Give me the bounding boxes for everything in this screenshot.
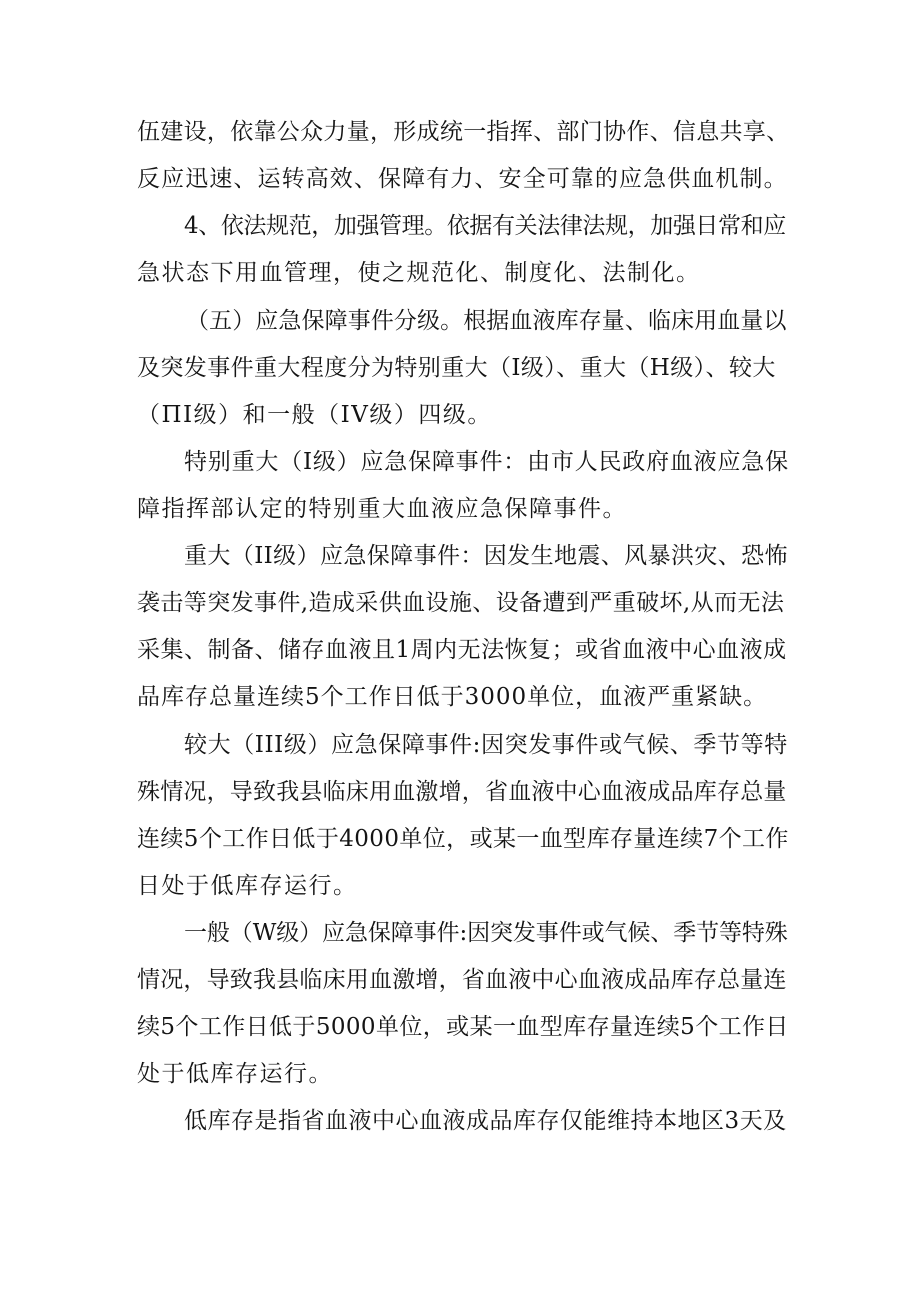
text-line — [0, 211, 920, 241]
text-line — [0, 588, 920, 618]
line-text: 障指挥部认定的特别重大血液应急保障事件。 — [137, 496, 627, 522]
line-text: 急状态下用血管理，使之规范化、制度化、法制化。 — [137, 260, 701, 286]
line-text: 处于低库存运行。 — [137, 1061, 333, 1087]
line-text: 较大（III级）应急保障事件:因突发事件或气候、季节等特 — [184, 732, 788, 758]
line-text: 采集、制备、储存血液且1周内无法恢复；或省血液中心血液成 — [137, 637, 787, 663]
line-text: 4、依法规范，加强管理。依据有关法律法规，加强日常和应 — [184, 213, 786, 239]
line-text: 续5个工作日低于5000单位，或某一血型库存量连续5个工作日 — [137, 1014, 789, 1040]
text-line — [0, 635, 920, 665]
line-text: 反应迅速、运转高效、保障有力、安全可靠的应急供血机制。 — [137, 166, 788, 192]
line-text: 品库存总量连续5个工作日低于3000单位，血液严重紧缺。 — [137, 684, 768, 710]
text-line — [0, 1106, 920, 1136]
line-text: 日处于低库存运行。 — [137, 873, 358, 899]
line-text: 低库存是指省血液中心血液成品库存仅能维持本地区3天及 — [184, 1108, 787, 1134]
text-line — [0, 117, 920, 147]
line-text: 情况，导致我县临床用血激增，省血液中心血液成品库存总量连 — [137, 967, 787, 993]
text-line — [0, 258, 920, 288]
text-line — [0, 306, 920, 336]
text-line — [0, 400, 920, 430]
text-line — [0, 1059, 920, 1089]
text-line — [0, 494, 920, 524]
text-line — [0, 965, 920, 995]
text-line — [0, 918, 920, 948]
line-text: 袭击等突发事件,造成采供血设施、设备遭到严重破坏,从而无法 — [137, 590, 785, 616]
line-text: （ΠI级）和一般（IV级）四级。 — [137, 402, 492, 428]
text-line — [0, 777, 920, 807]
text-line — [0, 541, 920, 571]
text-line — [0, 164, 920, 194]
line-text: 重大（II级）应急保障事件：因发生地震、风暴洪灾、恐怖 — [184, 543, 788, 569]
text-line — [0, 447, 920, 477]
text-line — [0, 353, 920, 383]
text-line — [0, 824, 920, 854]
line-text: 一般（W级）应急保障事件:因突发事件或气候、季节等特殊 — [184, 920, 788, 946]
line-text: 及突发事件重大程度分为特别重大（I级）、重大（H级）、较大 — [137, 355, 776, 381]
text-line — [0, 730, 920, 760]
text-line — [0, 682, 920, 712]
line-text: 伍建设，依靠公众力量，形成统一指挥、部门协作、信息共享、 — [137, 119, 790, 145]
line-text: （五）应急保障事件分级。根据血液库存量、临床用血量以 — [186, 308, 787, 334]
text-line — [0, 1012, 920, 1042]
line-text: 殊情况，导致我县临床用血激增，省血液中心血液成品库存总量 — [137, 779, 787, 805]
line-text: 特别重大（I级）应急保障事件：由市人民政府血液应急保 — [184, 449, 789, 475]
text-line — [0, 871, 920, 901]
line-text: 连续5个工作日低于4000单位，或某一血型库存量连续7个工作 — [137, 826, 789, 852]
